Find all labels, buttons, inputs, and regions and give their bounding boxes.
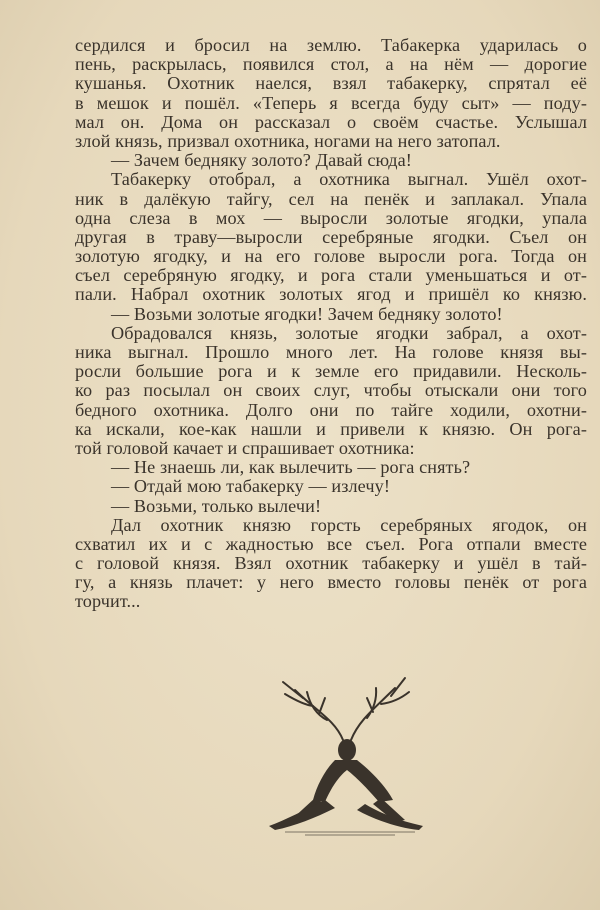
text-line: пали. Набрал охотник золотых ягод и пришёл ко князю.: [75, 284, 587, 305]
text-line: мал он. Дома он рассказал о своём счастье. Услышал: [75, 111, 587, 132]
text-line: золотую ягодку, и на его голове выросли рога. Тогда он: [75, 246, 587, 267]
text-line: Обрадовался князь, золотые ягодки забрал, а охот-: [111, 322, 587, 343]
text-line: в мешок и пошёл. «Теперь я всегда буду сыт» — поду-: [75, 92, 587, 113]
text-line: пень, раскрылась, появился стол, а на нём — дорогие: [75, 54, 587, 75]
text-line: ко раз посылал он своих слуг, чтобы отыскали они того: [75, 380, 587, 401]
text-line: ник в далёкую тайгу, сел на пенёк и заплакал. Упала: [75, 188, 587, 209]
text-line: — Возьми золотые ягодки! Зачем бедняку золото!: [111, 303, 503, 324]
text-line: злой князь, призвал охотника, ногами на него затопал.: [75, 130, 501, 151]
text-line: ника выгнал. Прошло много лет. На голове князя вы-: [75, 342, 587, 362]
text-line: торчит...: [75, 591, 141, 612]
text-line: — Не знаешь ли, как вылечить — рога снять?: [111, 457, 471, 478]
text-line: гу, а князь плачет: у него вместо головы пенёк от рога: [75, 572, 587, 593]
text-line: кушанья. Охотник наелся, взял табакерку, спрятал её: [75, 73, 587, 94]
text-line: одна слеза в мох — выросли золотые ягодки, упала: [75, 207, 587, 228]
text-line: Дал охотник князю горсть серебряных ягодок, он: [111, 514, 587, 535]
text-line: — Отдай мою табакерку — излечу!: [111, 476, 391, 497]
text-line: с головой князя. Взял охотник табакерку и ушёл в тай-: [75, 553, 587, 574]
text-line: — Возьми, только вылечи!: [111, 495, 322, 516]
text-line: съел серебряную ягодку, и рога стали уменьшаться и от-: [75, 265, 587, 286]
text-line: другая в траву—выросли серебряные ягодки. Съел он: [75, 226, 587, 247]
text-line: сердился и бросил на землю. Табакерка ударилась о: [75, 35, 587, 55]
text-line: той головой качает и спрашивает охотника:: [75, 437, 415, 458]
text-line: бедного охотника. Долго они по тайге ходили, охотни-: [75, 399, 587, 420]
text-line: росли большие рога и к земле его придавили. Несколь-: [75, 361, 587, 382]
text-line: Табакерку отобрал, а охотника выгнал. Ушёл охот-: [111, 169, 587, 190]
story-text: [75, 36, 587, 612]
text-line: — Зачем бедняку золото? Давай сюда!: [111, 150, 412, 171]
text-line: схватил их и с жадностью все съел. Рога отпали вместе: [75, 533, 587, 554]
text-line: ка искали, кое-как нашли и привели к князю. Он рога-: [75, 418, 587, 439]
antlered-prince-illustration-icon: [255, 670, 435, 840]
